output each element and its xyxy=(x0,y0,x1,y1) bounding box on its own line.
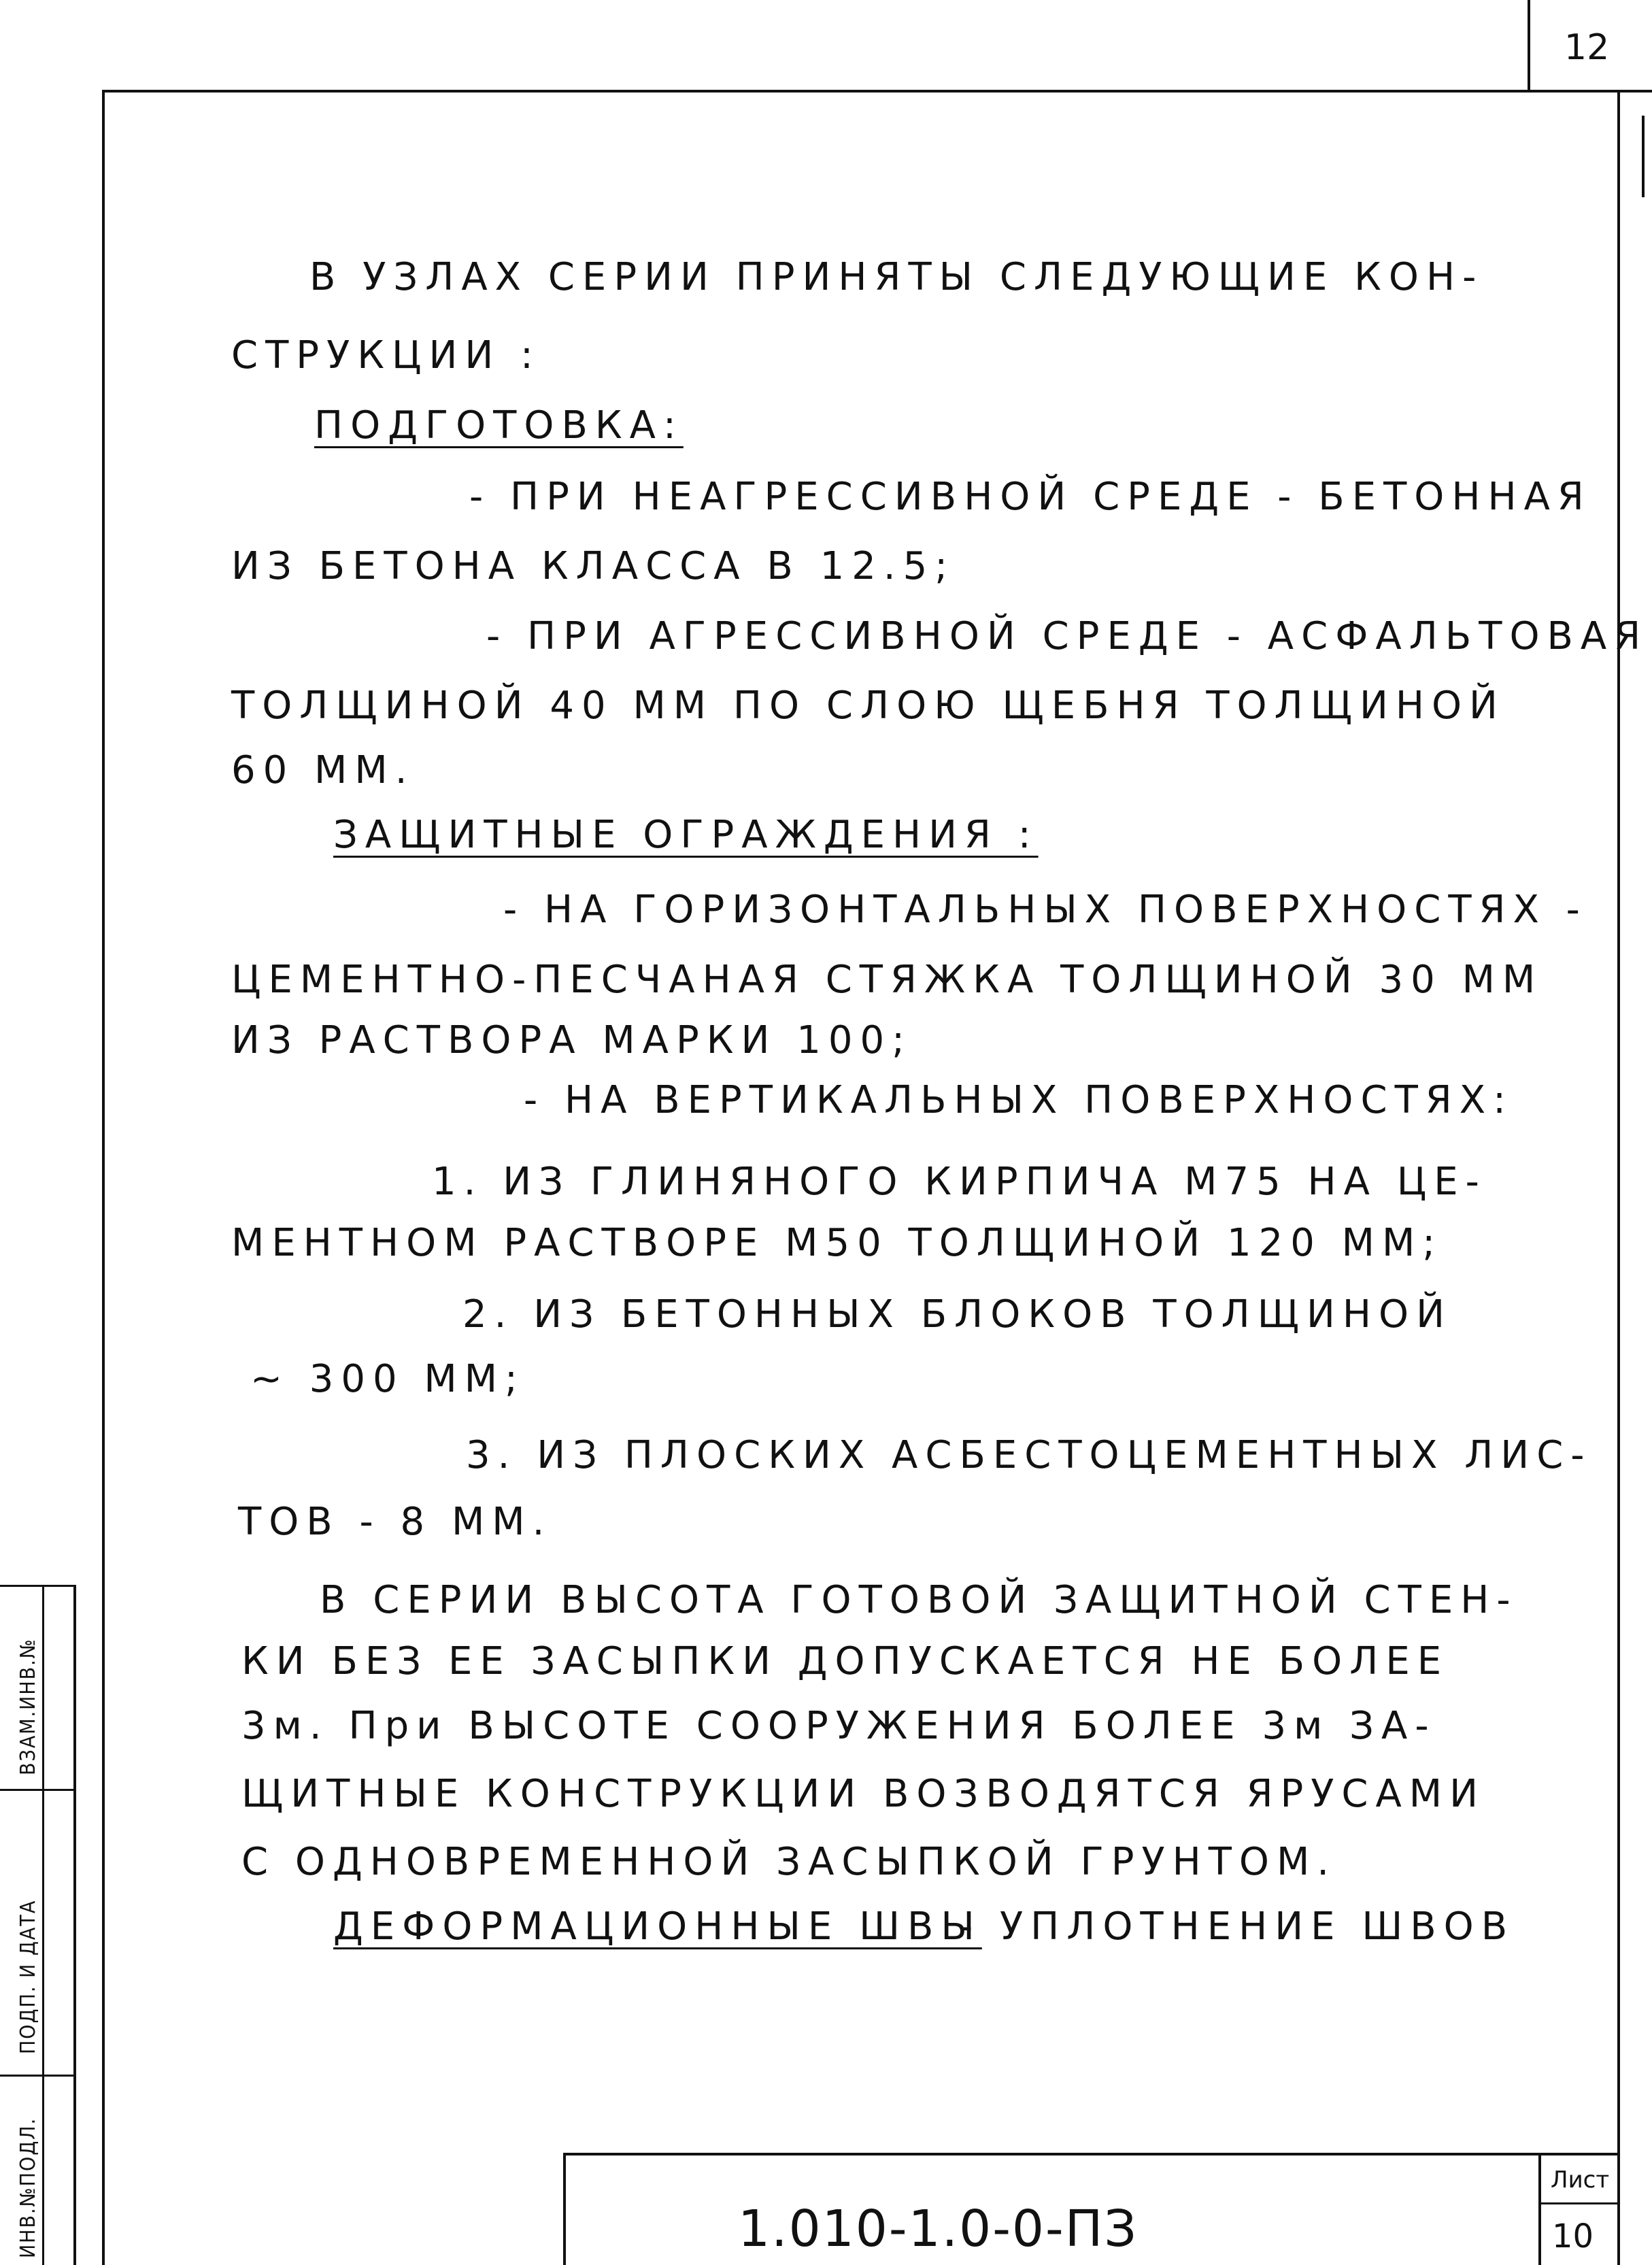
stamp-inner-line xyxy=(42,1585,44,2265)
text-line-19: ТОВ - 8 ММ. xyxy=(238,1500,552,1544)
stamp-top xyxy=(0,1585,75,1587)
text-line-26: - УПЛОТНЕНИЕ ШВОВ xyxy=(959,1905,1515,1949)
sheet-box-divider xyxy=(1538,2202,1620,2204)
stamp-vzam-inv: ВЗАМ.ИНВ.№ xyxy=(16,1638,40,1775)
text-line-15: МЕНТНОМ РАСТВОРЕ М50 ТОЛЩИНОЙ 120 ММ; xyxy=(231,1221,1443,1265)
text-line-14: 1. ИЗ ГЛИНЯНОГО КИРПИЧА М75 НА ЦЕ- xyxy=(432,1160,1487,1204)
page-number-box-left xyxy=(1528,0,1530,90)
right-edge-mark xyxy=(1642,116,1645,197)
text-line-22: 3м. При ВЫСОТЕ СООРУЖЕНИЯ БОЛЕЕ 3м ЗА- xyxy=(241,1704,1436,1748)
text-line-8: 60 ММ. xyxy=(231,748,415,792)
frame-right xyxy=(1617,90,1620,2265)
text-line-24: С ОДНОВРЕМЕННОЙ ЗАСЫПКОЙ ГРУНТОМ. xyxy=(241,1840,1337,1884)
text-line-20: В СЕРИИ ВЫСОТА ГОТОВОЙ ЗАЩИТНОЙ СТЕН- xyxy=(320,1578,1518,1622)
stamp-inv-podl: ИНВ.№ПОДЛ. xyxy=(16,2117,40,2258)
frame-top xyxy=(102,90,1652,93)
text-line-23: ЩИТНЫЕ КОНСТРУКЦИИ ВОЗВОДЯТСЯ ЯРУСАМИ xyxy=(241,1772,1486,1816)
text-line-4: - ПРИ НЕАГРЕССИВНОЙ СРЕДЕ - БЕТОННАЯ xyxy=(469,475,1591,519)
text-line-7: ТОЛЩИНОЙ 40 ММ ПО СЛОЮ ЩЕБНЯ ТОЛЩИНОЙ xyxy=(231,684,1505,728)
text-line-21: КИ БЕЗ ЕЕ ЗАСЫПКИ ДОПУСКАЕТСЯ НЕ БОЛЕЕ xyxy=(241,1639,1449,1683)
text-line-17: ~ 300 ММ; xyxy=(250,1357,525,1401)
text-line-12: ИЗ РАСТВОРА МАРКИ 100; xyxy=(231,1018,912,1062)
stamp-div-1 xyxy=(0,1789,75,1791)
document-code: 1.010-1.0-0-ПЗ xyxy=(738,2200,1138,2258)
text-line-11: ЦЕМЕНТНО-ПЕСЧАНАЯ СТЯЖКА ТОЛЩИНОЙ 30 ММ xyxy=(231,958,1543,1002)
sheet-number: 10 xyxy=(1552,2217,1594,2255)
heading-deformatsionnye: ДЕФОРМАЦИОННЫЕ ШВЫ xyxy=(333,1905,982,1949)
stamp-podp-data: ПОДП. И ДАТА xyxy=(16,1899,40,2054)
stamp-right-border xyxy=(73,1585,76,2265)
text-line-13: - НА ВЕРТИКАЛЬНЫХ ПОВЕРХНОСТЯХ: xyxy=(524,1078,1513,1122)
text-line-1: В УЗЛАХ СЕРИИ ПРИНЯТЫ СЛЕДУЮЩИЕ КОН- xyxy=(309,255,1484,299)
frame-left xyxy=(102,90,105,2265)
text-line-16: 2. ИЗ БЕТОННЫХ БЛОКОВ ТОЛЩИНОЙ xyxy=(462,1292,1452,1337)
sheet-box-left xyxy=(1538,2153,1541,2265)
text-line-18: 3. ИЗ ПЛОСКИХ АСБЕСТОЦЕМЕНТНЫХ ЛИС- xyxy=(466,1433,1592,1477)
text-line-6: - ПРИ АГРЕССИВНОЙ СРЕДЕ - АСФАЛЬТОВАЯ xyxy=(486,614,1649,658)
text-line-5: ИЗ БЕТОНА КЛАССА В 12.5; xyxy=(231,544,956,588)
heading-podgotovka: ПОДГОТОВКА: xyxy=(314,403,684,448)
stamp-div-2 xyxy=(0,2075,75,2077)
title-block-top xyxy=(563,2153,1619,2155)
heading-zashchitnye: ЗАЩИТНЫЕ ОГРАЖДЕНИЯ : xyxy=(333,813,1039,857)
text-line-10: - НА ГОРИЗОНТАЛЬНЫХ ПОВЕРХНОСТЯХ - xyxy=(503,888,1587,932)
title-block-left xyxy=(563,2153,566,2265)
text-line-2: СТРУКЦИИ : xyxy=(231,333,541,378)
sheet-label: Лист xyxy=(1551,2166,1610,2194)
page-number: 12 xyxy=(1564,27,1610,68)
